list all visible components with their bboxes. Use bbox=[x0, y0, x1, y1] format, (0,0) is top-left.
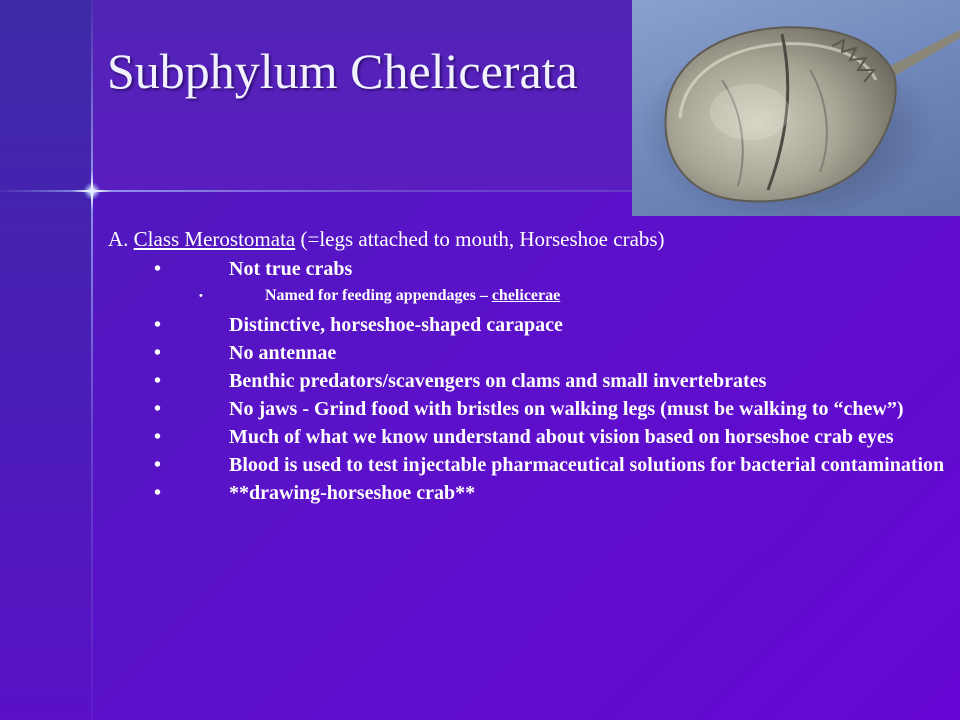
bullet-text: Benthic predators/scavengers on clams and small invertebrates bbox=[229, 370, 767, 392]
bullet-icon: • bbox=[154, 342, 162, 364]
bullet-icon: • bbox=[154, 398, 162, 420]
bullet-text: No jaws - Grind food with bristles on walking legs (must be walking to “chew”) bbox=[229, 398, 904, 420]
bullet-icon: • bbox=[154, 258, 162, 280]
bullet-icon: • bbox=[154, 454, 162, 476]
sub-bullet-item bbox=[108, 286, 948, 306]
bullet-item bbox=[108, 258, 948, 280]
bullet-text: Blood is used to test injectable pharmaceutical solutions for bacterial contamination bbox=[229, 454, 945, 476]
bullet-icon: • bbox=[154, 426, 162, 448]
bullet-icon: • bbox=[154, 314, 162, 336]
class-heading bbox=[108, 226, 948, 252]
heading-description: (=legs attached to mouth, Horseshoe crabs) bbox=[295, 227, 665, 251]
bullet-text: Much of what we know understand about vision based on horseshoe crab eyes bbox=[229, 426, 894, 448]
heading-class-name: Class Merostomata bbox=[133, 227, 296, 251]
bullet-icon: • bbox=[154, 370, 162, 392]
left-band bbox=[0, 0, 92, 720]
bullet-item bbox=[108, 342, 948, 364]
sub-bullet-term: chelicerae bbox=[491, 287, 561, 304]
bullet-item bbox=[108, 482, 948, 504]
heading-prefix: A. bbox=[108, 227, 134, 251]
slide-content bbox=[108, 226, 948, 510]
bullet-text: Not true crabs bbox=[229, 258, 353, 280]
bullet-item bbox=[108, 370, 948, 392]
bullet-item bbox=[108, 454, 948, 476]
bullet-item bbox=[108, 314, 948, 336]
page-title: Subphylum Chelicerata bbox=[107, 43, 578, 99]
bullet-text: No antennae bbox=[229, 342, 337, 364]
bullet-text: Distinctive, horseshoe-shaped carapace bbox=[229, 314, 563, 336]
bullet-icon: • bbox=[154, 482, 162, 504]
sub-bullet-text: Named for feeding appendages – bbox=[265, 287, 492, 304]
vertical-rule bbox=[91, 0, 93, 720]
bullet-text: **drawing-horseshoe crab** bbox=[229, 482, 476, 504]
sub-bullet-icon: • bbox=[199, 290, 203, 302]
horseshoe-crab-photo bbox=[632, 0, 960, 216]
bullet-item bbox=[108, 426, 948, 448]
horseshoe-crab-image bbox=[632, 0, 960, 216]
bullet-item bbox=[108, 398, 948, 420]
sparkle-icon bbox=[72, 171, 112, 211]
